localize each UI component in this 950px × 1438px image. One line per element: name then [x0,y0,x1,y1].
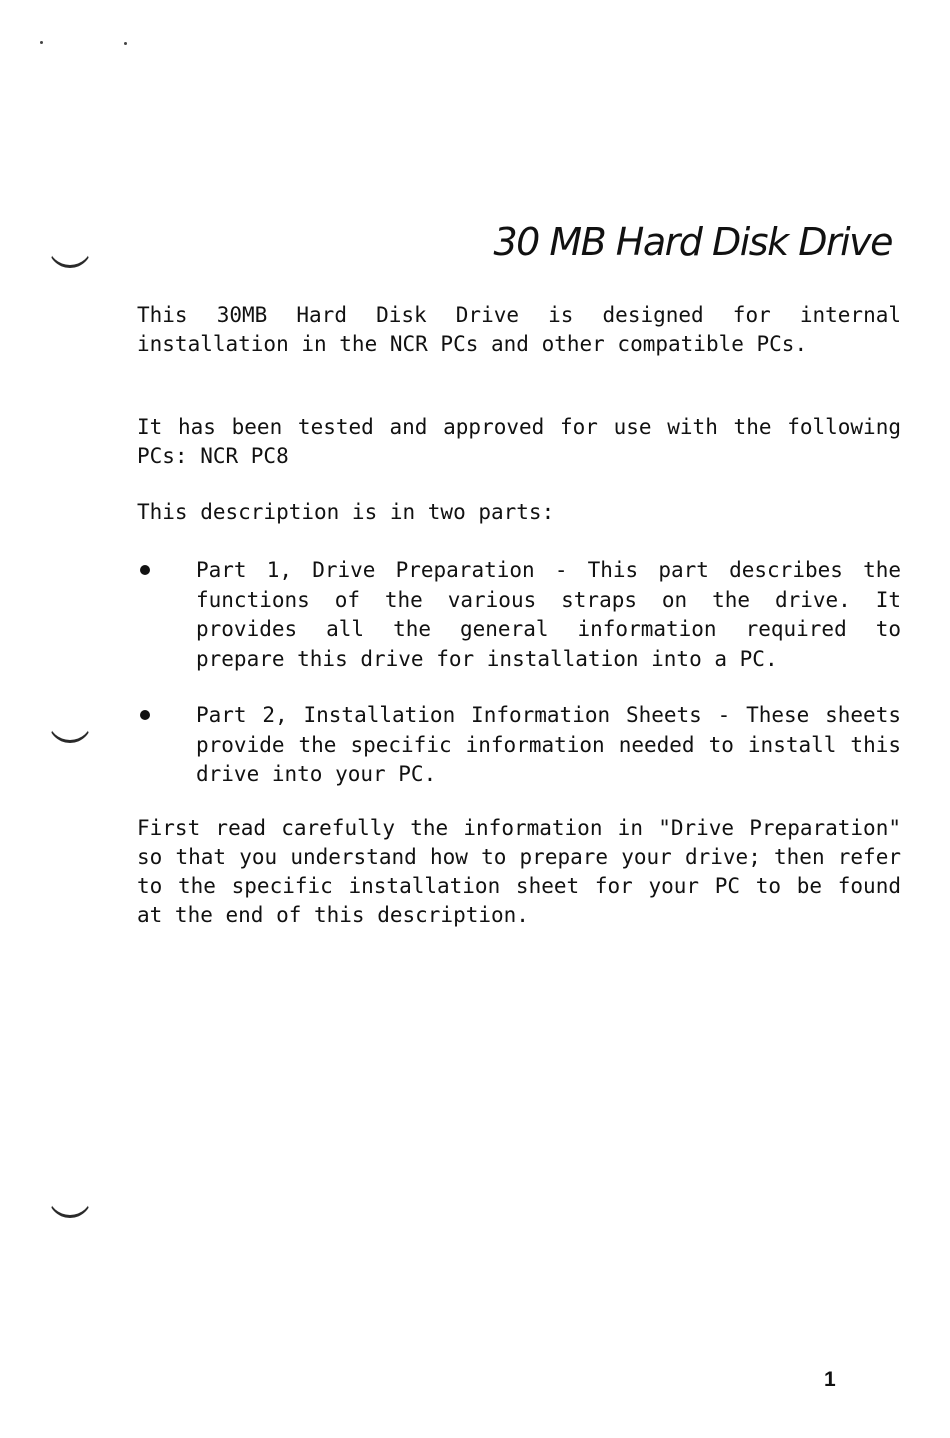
list-item [137,556,901,674]
tested-paragraph: It has been tested and approved for use with the following PCs: NCR PC8 [137,415,901,468]
binder-hole-top [48,243,92,268]
page-title: 30 MB Hard Disk Drive [493,220,892,264]
list-item [137,701,901,790]
parts-intro: This description is in two parts: [137,500,555,524]
closing-paragraph: First read carefully the information in "Drive Preparation" so that you understand how to prepare your drive; then refer to the specific installation sheet for your PC to be found at the end of this description. [137,816,901,927]
intro-paragraph: This 30MB Hard Disk Drive is designed for internal installation in the NCR PCs and other compatible PCs. [137,303,901,356]
binder-hole-bottom [48,1193,92,1218]
scan-speck [124,42,127,45]
page-number: 1 [824,1368,836,1391]
scan-speck [40,41,43,44]
binder-hole-middle [48,718,92,743]
bullet-icon [140,710,150,720]
list-item-text: Part 1, Drive Preparation - This part describes the functions of the various straps on the drive. It provides all the general information required to prepare this drive for installation into a PC. [196,558,901,671]
list-item-text: Part 2, Installation Information Sheets - These sheets provide the specific information needed to install this drive into your PC. [196,703,901,786]
bullet-icon [140,565,150,575]
